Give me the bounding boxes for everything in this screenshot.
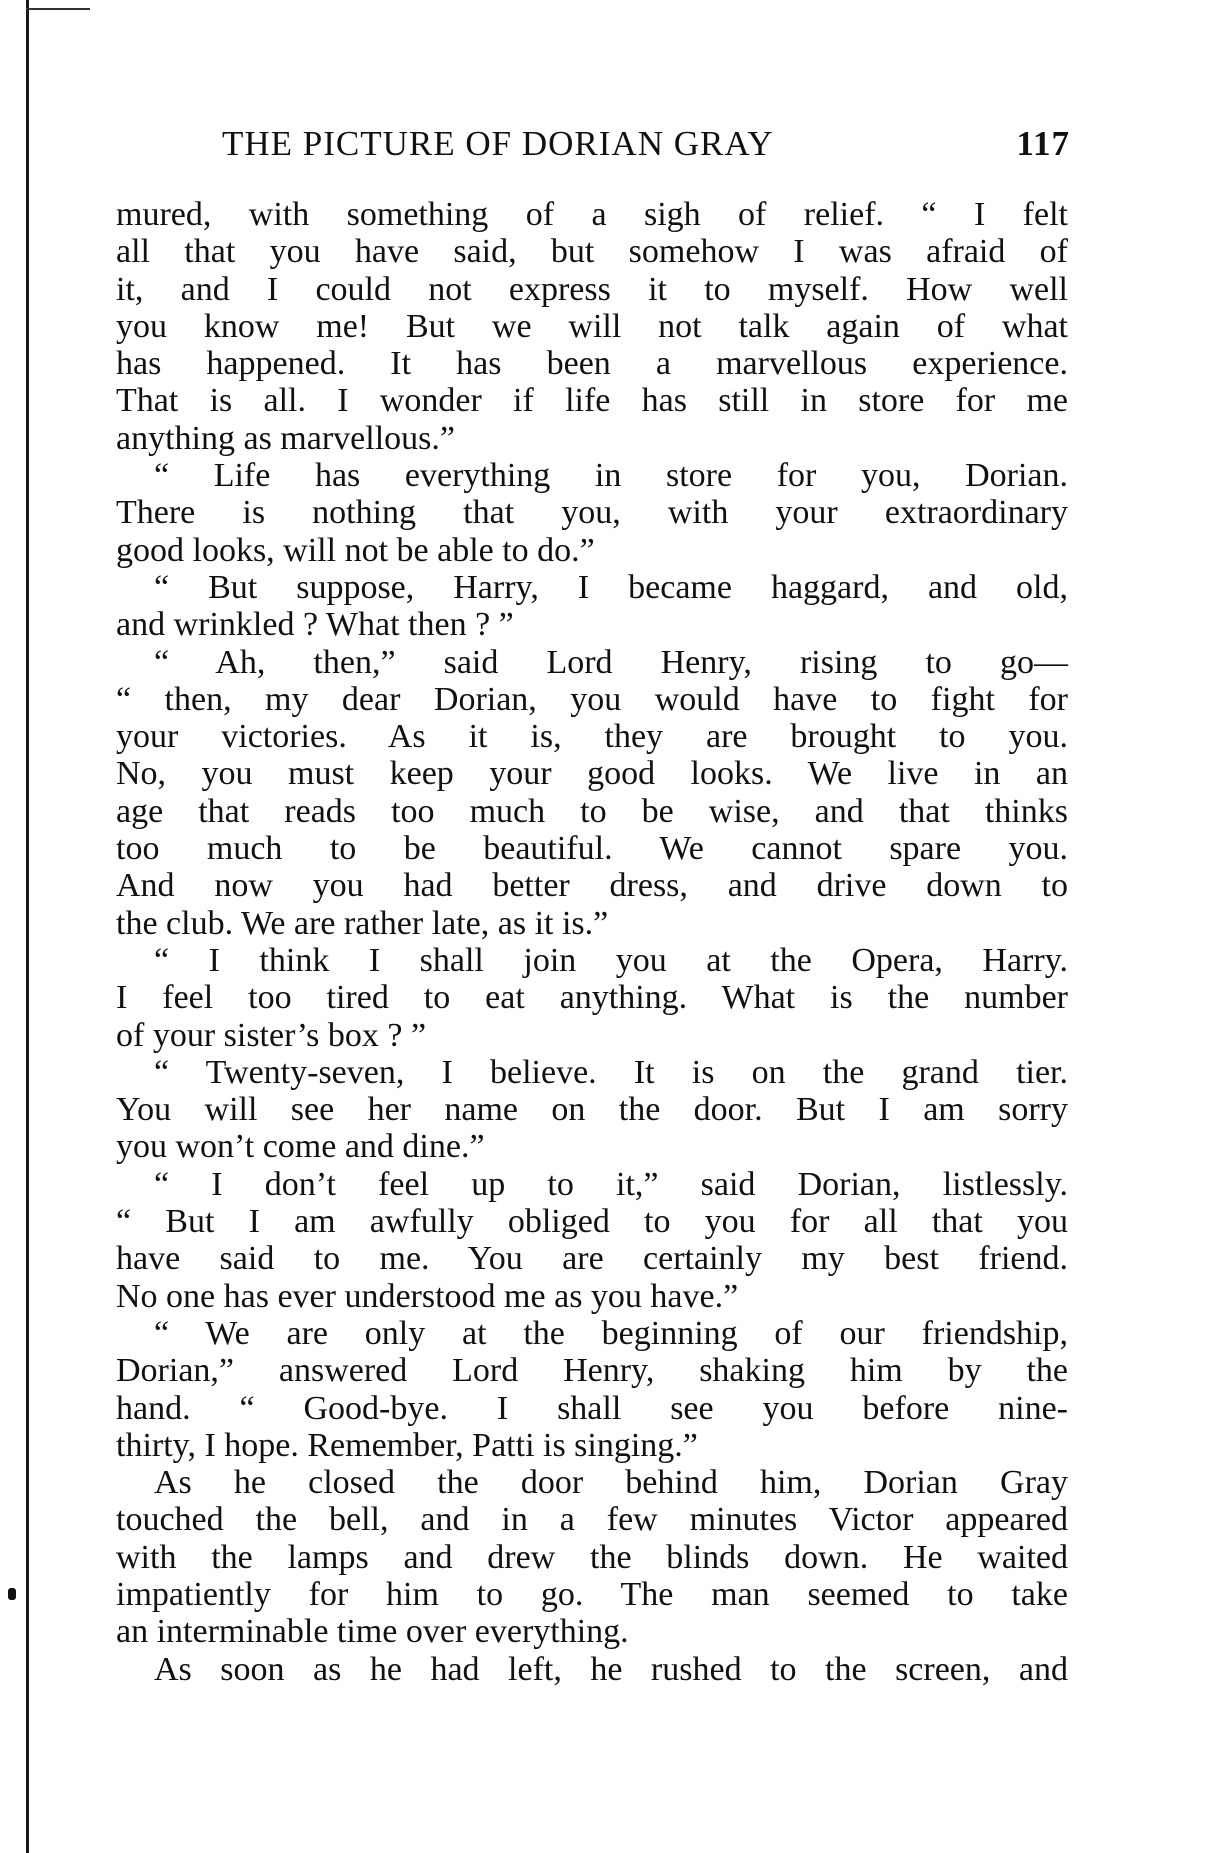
text-line: thirty, I hope. Remember, Patti is singing.” [116,1426,698,1464]
text-line: anything as marvellous.” [116,419,455,457]
text-line: “ Twenty-seven, I believe. It is on the grand tier. [154,1053,1068,1091]
text-line: good looks, will not be able to do.” [116,531,595,569]
text-line: all that you have said, but somehow I was afraid of [116,233,1068,271]
text-line: has happened. It has been a marvellous experience. [116,345,1068,383]
text-line: of your sister’s box ? ” [116,1016,427,1054]
book-title: THE PICTURE OF DORIAN GRAY [222,124,774,163]
text-line: As soon as he had left, he rushed to the screen, and [154,1650,1068,1688]
text-line: That is all. I wonder if life has still in store for me [116,382,1068,420]
text-line: you won’t come and dine.” [116,1128,485,1166]
text-line: an interminable time over everything. [116,1613,629,1651]
page-number: 117 [1016,124,1070,163]
text-line: “ I think I shall join you at the Opera, Harry. [154,941,1068,979]
text-line: And now you had better dress, and drive down to [116,867,1068,905]
text-line: age that reads too much to be wise, and that thinks [116,792,1068,830]
text-line: you know me! But we will not talk again of what [116,307,1068,345]
text-line: with the lamps and drew the blinds down. He waited [116,1538,1068,1576]
text-line: Dorian,” answered Lord Henry, shaking him by the [116,1352,1068,1390]
text-line: “ But I am awfully obliged to you for all that you [116,1203,1068,1241]
page-edge-corner [26,8,90,10]
text-line: “ Life has everything in store for you, Dorian. [154,457,1068,495]
page-edge-line [26,0,29,1853]
text-line: “ But suppose, Harry, I became haggard, and old, [154,568,1068,606]
text-line: have said to me. You are certainly my best friend. [116,1240,1068,1278]
text-line: impatiently for him to go. The man seemed to take [116,1575,1068,1613]
text-line: “ I don’t feel up to it,” said Dorian, listlessly. [154,1165,1068,1203]
text-line: the club. We are rather late, as it is.” [116,904,609,942]
text-line: There is nothing that you, with your extraordinary [116,494,1068,532]
text-line: No, you must keep your good looks. We live in an [116,755,1068,793]
text-line: and wrinkled ? What then ? ” [116,606,514,644]
running-header [222,124,1070,184]
body-text [116,196,1068,1688]
text-line: “ then, my dear Dorian, you would have to fight for [116,680,1068,718]
text-line: “ Ah, then,” said Lord Henry, rising to go— [154,643,1068,681]
text-line: it, and I could not express it to myself. How well [116,270,1068,308]
text-line: hand. “ Good-bye. I shall see you before nine- [116,1389,1068,1427]
text-line: No one has ever understood me as you have.” [116,1277,739,1315]
text-line: You will see her name on the door. But I am sorry [116,1091,1068,1129]
text-line: touched the bell, and in a few minutes Victor appeared [116,1501,1068,1539]
text-line: “ We are only at the beginning of our friendship, [154,1314,1068,1352]
text-line: mured, with something of a sigh of relief. “ I felt [116,196,1068,233]
text-line: As he closed the door behind him, Dorian Gray [154,1464,1068,1502]
text-line: too much to be beautiful. We cannot spare you. [116,830,1068,868]
text-line: I feel too tired to eat anything. What is the number [116,979,1068,1017]
page-edge-mark [8,1588,16,1600]
text-line: your victories. As it is, they are brought to you. [116,718,1068,756]
